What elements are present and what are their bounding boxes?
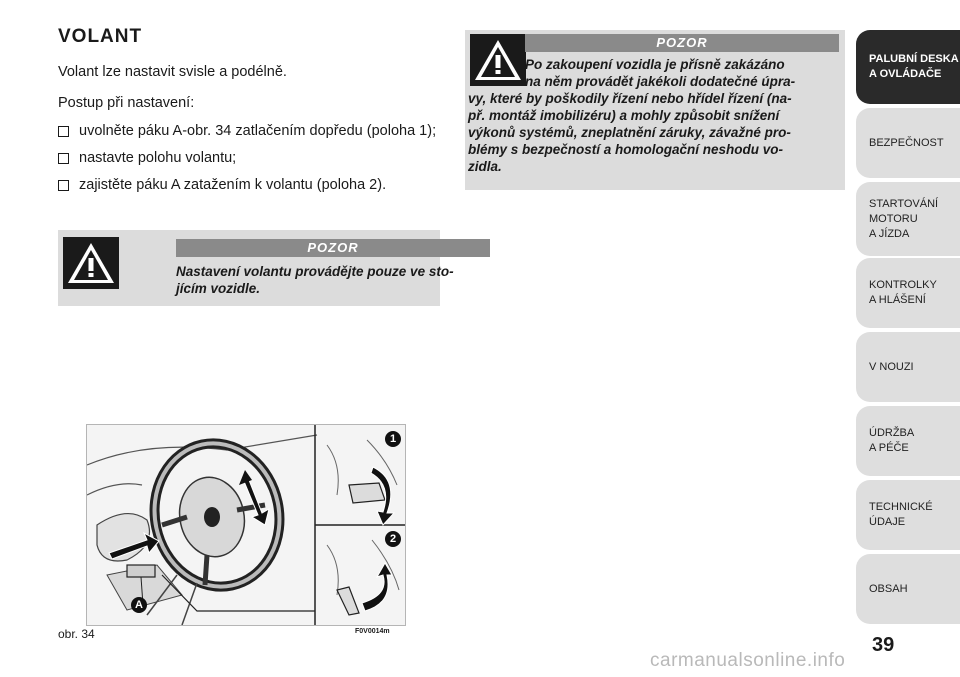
- tab-label: KONTROLKY: [869, 279, 937, 291]
- tab-kontrolky[interactable]: [856, 258, 960, 328]
- tab-label: MOTORU: [869, 212, 918, 225]
- marker-2: 2: [385, 531, 401, 547]
- step-text: nastavte polohu volantu;: [79, 150, 237, 166]
- section-title: VOLANT: [58, 26, 143, 47]
- tab-label: STARTOVÁNÍ: [869, 197, 939, 210]
- tab-technicke-udaje[interactable]: [856, 480, 960, 550]
- tab-label: PALUBNÍ DESKA: [869, 53, 959, 65]
- step-item: [58, 150, 236, 166]
- checkbox-bullet-icon: [58, 180, 69, 191]
- checkbox-bullet-icon: [58, 126, 69, 137]
- steering-wheel-illustration: [86, 424, 406, 626]
- tab-bezpecnost[interactable]: [856, 108, 960, 178]
- tab-label: OBSAH: [869, 582, 908, 595]
- tab-palubni-deska[interactable]: [856, 30, 960, 104]
- marker-1: 1: [385, 431, 401, 447]
- warning-box: [58, 230, 454, 306]
- tab-v-nouzi[interactable]: [856, 332, 960, 402]
- watermark: carmanualsonline.info: [650, 650, 846, 671]
- step-text: uvolněte páku A-obr. 34 zatlačením dopředu (poloha 1);: [79, 123, 437, 139]
- warning-text-top: [525, 56, 841, 90]
- warning-line: vy, které by poškodily řízení nebo hřídel řízení (na-: [468, 91, 792, 106]
- warning-line: Po zakoupení vozidla je přísně zakázáno: [525, 57, 785, 72]
- warning-triangle-icon: [470, 34, 526, 86]
- warning-line: jícím vozidle.: [176, 281, 261, 296]
- tab-label: A OVLÁDAČE: [869, 68, 942, 80]
- warning-triangle-icon: [63, 237, 119, 289]
- page-number: 39: [872, 634, 895, 656]
- tab-label: TECHNICKÉ: [869, 501, 933, 513]
- figure-code: F0V0014m: [355, 628, 390, 635]
- warning-line: blémy s bezpečností a homologační neshodu vo-: [468, 142, 784, 157]
- marker-a: A: [131, 597, 147, 613]
- tab-label: BEZPEČNOST: [869, 136, 944, 149]
- warning-line: výkonů systémů, zneplatnění záruky, závažné pro-: [468, 125, 791, 140]
- step-item: [58, 177, 386, 193]
- figure-caption: obr. 34: [58, 627, 95, 641]
- tab-label: A HLÁŠENÍ: [869, 294, 926, 306]
- warning-line: Nastavení volantu provádějte pouze ve sto-: [176, 264, 454, 279]
- tab-label: ÚDAJE: [869, 516, 906, 528]
- intro-text: Volant lze nastavit svisle a podélně.: [58, 64, 287, 80]
- warning-line: př. montáž imobilizéru) a mohly způsobit snížení: [468, 108, 780, 123]
- step-text: zajistěte páku A zatažením k volantu (poloha 2).: [79, 177, 387, 193]
- figure-drawing: [87, 425, 405, 625]
- warning-text: [176, 263, 494, 297]
- warning-heading: POZOR: [525, 34, 839, 52]
- warning-line: zidla.: [468, 159, 502, 174]
- step-item: [58, 123, 436, 139]
- tab-label: V NOUZI: [869, 360, 914, 373]
- tab-obsah[interactable]: [856, 554, 960, 624]
- tab-startovani[interactable]: [856, 182, 960, 256]
- tab-label: ÚDRŽBA: [869, 427, 915, 439]
- tab-udrzba[interactable]: [856, 406, 960, 476]
- warning-text-bottom: [468, 90, 841, 175]
- procedure-label: Postup při nastavení:: [58, 95, 195, 111]
- checkbox-bullet-icon: [58, 153, 69, 164]
- tab-label: A PÉČE: [869, 442, 909, 454]
- tab-label: A JÍZDA: [869, 227, 910, 240]
- warning-line: na něm provádět jakékoli dodatečné úpra-: [525, 74, 796, 89]
- warning-box: [465, 30, 845, 190]
- warning-heading: POZOR: [176, 239, 490, 257]
